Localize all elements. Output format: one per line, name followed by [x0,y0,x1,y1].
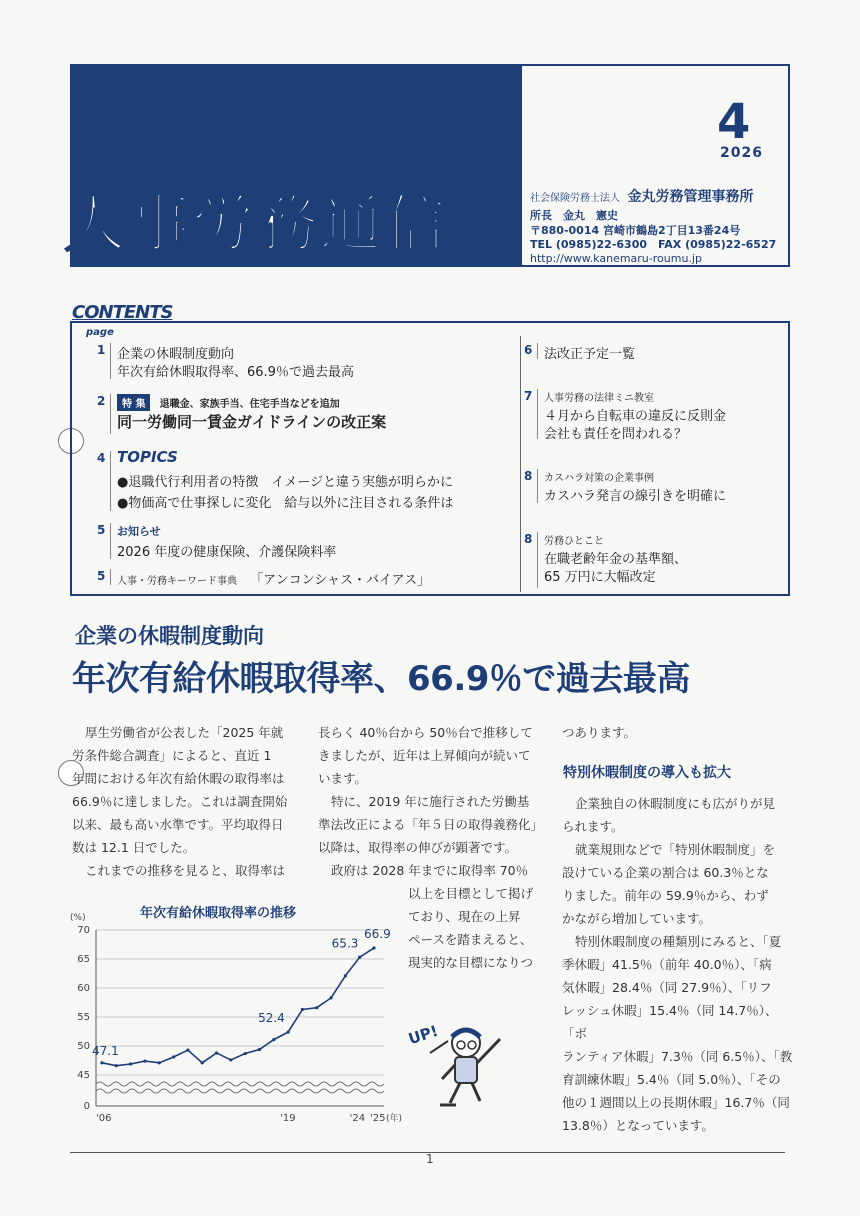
newsletter-title: 人事労務通信 [64,187,449,260]
paragraph-line: 季休暇」41.5％（前年 40.0％）、「病 [562,957,772,972]
axis-break [96,1089,384,1093]
illustration-label: UP! [406,1021,441,1049]
toc-item-7-line-2[interactable]: 会社も責任を問われる？ [544,427,688,442]
paragraph-line: 以降は、取得率の伸びが顕著です。 [318,840,518,855]
data-point [143,1059,146,1062]
toc-item-6[interactable]: 法改正予定一覧 [544,347,636,362]
data-point [229,1058,232,1061]
toc-notice-title[interactable]: 2026 年度の健康保険、介護保険料率 [117,545,337,560]
up-character-illustration [400,1005,530,1115]
paragraph-line: りました。前年の 59.9％から、わず [562,888,769,903]
axis-break [96,1082,384,1086]
paragraph-line: 設けている企業の割合は 60.3％とな [562,865,769,880]
paragraph-line: 就業規則などで「特別休暇制度」を [575,842,776,857]
toc-item-8b-line-2[interactable]: 65 万円に大幅改定 [544,570,656,585]
toc-keyword-label: 人事・労務キーワード事典 [117,576,237,587]
paragraph-line: ペースを踏まえると、 [408,932,533,947]
y-tick-label: 45 [77,1070,90,1081]
article-column-2 [318,721,554,882]
toc-item-8b-label: 労務ひとこと [544,536,604,547]
toc-keyword-title: 「アンコンシャス・バイアス」 [250,573,431,588]
paragraph-line: 特に、2019 年に施行された労働基 [331,794,530,809]
chart-title: 年次有給休暇取得率の推移 [140,906,297,921]
data-point [215,1051,218,1054]
office-url[interactable]: http://www.kanemaru-roumu.jp [530,252,702,265]
toc-page-4: 4 [97,451,106,465]
data-label: 52.4 [258,1011,285,1026]
paragraph-line: 以来、最も高い水準です。平均取得日 [72,817,284,832]
paragraph-line: 以上を目標として掲げ [408,886,534,901]
data-point [115,1064,118,1067]
paragraph-line: かながら増加しています。 [562,911,712,926]
x-tick-label: '24 [349,1113,366,1124]
data-point [258,1048,261,1051]
office-type: 社会保険労務士法人 [530,193,620,204]
article-kicker: 企業の休暇制度動向 [75,624,264,648]
toc-rule [537,469,538,503]
toc-item-2-sub: 退職金、家族手当、住宅手当などを追加 [159,399,340,410]
issue-number: 4 [717,94,751,150]
y-tick-label: 50 [77,1041,90,1052]
y-tick-label: 65 [77,954,90,965]
contents-heading: CONTENTS [72,302,173,323]
data-point [158,1061,161,1064]
office-address: 〒880-0014 宮崎市鶴島2丁目13番24号 [530,224,741,237]
toc-item-7-line-1[interactable]: ４月から自転車の違反に反則金 [544,409,727,424]
toc-topic-1[interactable]: ●退職代行利用者の特徴 イメージと違う実態が明らかに [117,475,453,490]
toc-page-5b: 5 [97,569,106,583]
toc-page-8b: 8 [524,532,533,546]
paragraph-line: ランティア休暇」7.3％（同 6.5％）、「教 [562,1049,793,1064]
toc-page-5a: 5 [97,523,106,537]
data-point [129,1062,132,1065]
paragraph-line: 育訓練休暇」5.4％（同 5.0％）、「その [562,1072,781,1087]
paragraph-line: 労条件総合調査」によると、直近 1 [72,748,272,763]
paragraph-line: 年間における年次有給休暇の取得率は [72,771,285,786]
toc-item-8a-label: カスハラ対策の企業事例 [544,473,654,484]
article-headline: 年次有給休暇取得率、66.9％で過去最高 [72,659,690,699]
data-point [172,1055,175,1058]
data-point [315,1006,318,1009]
toc-rule [110,451,111,511]
toc-rule [110,343,111,379]
data-label: 66.9 [364,926,391,941]
toc-topics-label: TOPICS [117,448,178,466]
paragraph-line: 数は 12.1 日でした。 [72,840,196,855]
feature-badge: 特 集 [117,394,150,411]
paragraph-line: られます。 [562,819,624,834]
paragraph-line: 13.8％）となっています。 [562,1118,714,1133]
paragraph-line: これまでの推移を見ると、取得率は [85,863,286,878]
contents-divider [520,336,521,592]
toc-item-8a-title[interactable]: カスハラ発言の線引きを明確に [544,489,727,504]
toc-rule [110,523,111,559]
data-point [372,946,375,949]
article-subhead: 特別休暇制度の導入も拡大 [563,765,731,781]
office-line [530,190,754,206]
toc-rule [537,389,538,439]
paragraph-line: 政府は 2028 年までに取得率 70％ [331,863,529,878]
data-point [301,1008,304,1011]
x-tick-label: '19 [280,1113,296,1124]
toc-item-1-line-1[interactable]: 企業の休暇制度動向 [117,347,235,362]
toc-item-2-title[interactable]: 同一労働同一賃金ガイドラインの改正案 [117,413,387,431]
paragraph-line: 長らく 40％台から 50％台で推移して [318,725,533,740]
toc-page-1: 1 [97,343,106,357]
paragraph-line: きましたが、近年は上昇傾向が続いて [318,748,531,763]
line-chart [66,912,403,1132]
x-tick-label: '06 [96,1113,112,1124]
office-name: 金丸労務管理事務所 [627,189,754,205]
paragraph-line: 企業独自の休暇制度にも広がりが見 [575,796,776,811]
toc-item-2-header [117,392,340,411]
article-column-1 [72,721,302,882]
y-tick-label: 0 [83,1101,90,1112]
data-point [244,1052,247,1055]
data-point [358,956,361,959]
article-column-2-wrap [408,882,558,974]
paragraph-line: 他の１週間以上の長期休暇」16.7％（同 [562,1095,790,1110]
paragraph-line: 気休暇」28.4％（同 27.9％）、「リフ [562,980,772,995]
paragraph-line: 66.9％に達しました。これは調査開始 [72,794,288,809]
office-director: 所長 金丸 憲史 [530,209,618,222]
paragraph-line: 厚生労働省が公表した「2025 年就 [85,725,284,740]
toc-rule [537,532,538,588]
paragraph-line: 準法改正による「年５日の取得義務化」 [318,817,544,832]
data-point [201,1061,204,1064]
toc-item-8b-line-1[interactable]: 在職老齢年金の基準額、 [544,552,688,567]
y-axis-label: (%) [70,913,86,923]
toc-page-6: 6 [524,343,533,357]
paragraph-line: 特別休暇制度の種類別にみると、「夏 [575,934,782,949]
y-tick-label: 70 [77,925,90,936]
x-tick-label: '25 [370,1113,386,1124]
office-phone: TEL (0985)22-6300 FAX (0985)22-6527 [530,238,777,251]
page-number: 1 [426,1152,434,1166]
paragraph-line: レッシュ休暇」15.4％（同 14.7％）、「ボ [562,1003,778,1041]
y-tick-label: 60 [77,983,90,994]
toc-page-7: 7 [524,389,533,403]
x-axis-label: (年) [386,1114,403,1124]
data-point [272,1038,275,1041]
toc-page-8a: 8 [524,469,533,483]
data-point [344,974,347,977]
toc-page-2: 2 [97,394,106,408]
data-point [329,996,332,999]
toc-rule [110,569,111,585]
data-point [186,1048,189,1051]
contents-page-label: page [86,327,114,338]
toc-notice-label: お知らせ [117,525,161,538]
data-point [287,1030,290,1033]
paragraph-line: います。 [318,771,368,786]
toc-keyword-entry[interactable] [117,569,430,588]
toc-item-1-line-2[interactable]: 年次有給休暇取得率、66.9％で過去最高 [117,365,354,380]
y-tick-label: 55 [77,1012,90,1023]
paragraph-line: ており、現在の上昇 [408,909,521,924]
data-label: 65.3 [331,936,359,951]
toc-item-7-label: 人事労務の法律ミニ教室 [544,393,654,404]
toc-rule [110,394,111,434]
issue-year: 2026 [720,145,763,161]
series-line [102,948,374,1066]
toc-topic-2[interactable]: ●物価高で仕事探しに変化 給与以外に注目される条件は [117,496,454,511]
article-column-3-top: つあります。 [562,725,637,740]
toc-rule [537,343,538,359]
data-label: 47.1 [92,1043,119,1058]
data-point [100,1061,103,1064]
article-column-3 [562,792,794,1137]
paragraph-line: 現実的な目標になりつ [408,955,534,970]
